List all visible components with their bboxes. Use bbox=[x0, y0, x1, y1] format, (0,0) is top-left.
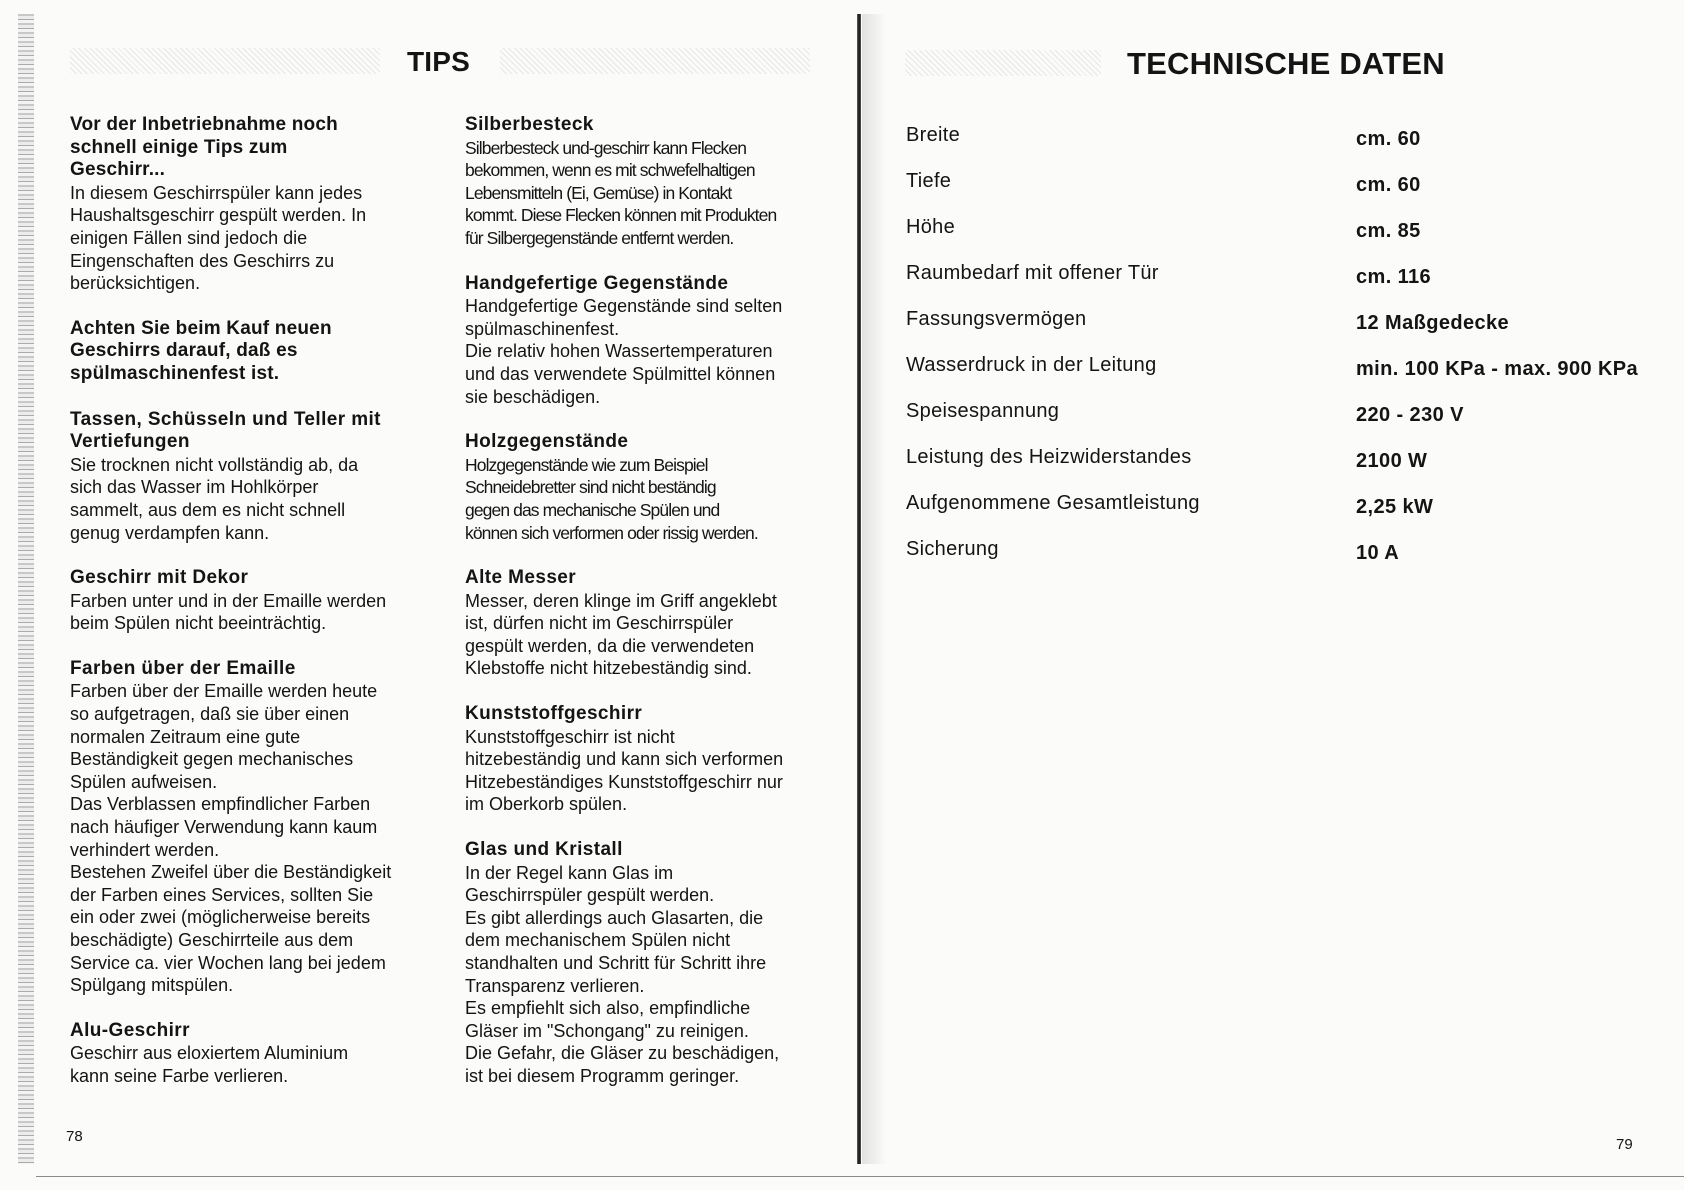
spec-label: Aufgenommene Gesamtleistung bbox=[906, 492, 1200, 514]
section-heading: Holzgegenstände bbox=[465, 431, 629, 453]
section-heading: Alu-Geschirr bbox=[70, 1019, 190, 1041]
spec-value: 2,25 kW bbox=[1356, 496, 1434, 518]
section-body: Messer, deren klinge im Griff angeklebt ist, dürfen nicht im Geschirrspüler gespült werden, da die verwendeten Klebstoffe nicht hitzebeständig sind. bbox=[465, 590, 777, 679]
bottom-edge-line bbox=[36, 1176, 1684, 1177]
section-heading: Vor der Inbetriebnahme noch schnell einige Tips zum Geschirr... bbox=[70, 114, 338, 181]
spec-label: Höhe bbox=[906, 216, 956, 238]
tip-section bbox=[465, 703, 845, 816]
spec-row bbox=[906, 538, 1666, 584]
spec-value: 220 - 230 V bbox=[1356, 404, 1464, 426]
section-heading: Kunststoffgeschirr bbox=[465, 703, 643, 725]
section-body: Handgefertige Gegenstände sind selten spülmaschinenfest. Die relativ hohen Wassertemperaturen und das verwendete Spülmittel können sie beschädigen. bbox=[465, 296, 783, 407]
spec-row bbox=[906, 124, 1666, 170]
section-body: Farben über der Emaille werden heute so aufgetragen, daß sie über einen normalen Zeitraum eine gute Beständigkeit gegen mechanisches Spülen aufweisen. Das Verblassen empfindlicher Farben nach häufiger Verwendung kann kaum verhindert werden. Bestehen Zweifel über die Beständigkeit der Farben eines Services, sollten Sie ein oder zwei (möglicherweise bereits beschädigte) Geschirrteile aus dem Service ca. vier Wochen lang bei jedem Spülgang mitspülen. bbox=[70, 681, 392, 996]
section-heading: Glas und Kristall bbox=[465, 839, 623, 861]
tip-section bbox=[70, 658, 430, 997]
spec-value: cm. 60 bbox=[1356, 128, 1421, 150]
spec-value: cm. 116 bbox=[1356, 266, 1432, 288]
section-heading: Geschirr mit Dekor bbox=[70, 567, 249, 589]
spec-label: Wasserdruck in der Leitung bbox=[906, 354, 1157, 376]
spec-label: Fassungsvermögen bbox=[906, 308, 1087, 330]
technical-data-table bbox=[906, 124, 1666, 584]
spec-row bbox=[906, 216, 1666, 262]
title-texture-tech bbox=[905, 50, 1101, 76]
section-heading: Achten Sie beim Kauf neuen Geschirrs darauf, daß es spülmaschinenfest ist. bbox=[70, 317, 332, 384]
section-body: Holzgegenstände wie zum Beispiel Schneidebretter sind nicht beständig gegen das mechanische Spülen und können sich verformen oder rissig werden. bbox=[465, 454, 758, 543]
tips-title: TIPS bbox=[407, 46, 471, 77]
tip-section bbox=[70, 114, 430, 295]
spec-row bbox=[906, 170, 1666, 216]
spec-value: 10 A bbox=[1356, 542, 1400, 564]
tip-section bbox=[465, 839, 845, 1088]
tip-section bbox=[465, 273, 845, 409]
spec-label: Breite bbox=[906, 124, 961, 146]
spine-shadow bbox=[862, 14, 886, 1164]
scan-edge-artifact bbox=[18, 14, 34, 1164]
section-body: In diesem Geschirrspüler kann jedes Haushaltsgeschirr gespült werden. In einigen Fällen sind jedoch die Eingenschaften des Geschirrs zu berücksichtigen. bbox=[70, 182, 367, 294]
spec-value: cm. 60 bbox=[1356, 174, 1421, 196]
spec-row bbox=[906, 262, 1666, 308]
book-spine bbox=[857, 14, 861, 1164]
spec-value: min. 100 KPa - max. 900 KPa bbox=[1356, 358, 1639, 380]
spec-row bbox=[906, 354, 1666, 400]
section-heading: Alte Messer bbox=[465, 567, 577, 589]
tip-section bbox=[465, 431, 845, 544]
section-body: Farben unter und in der Emaille werden beim Spülen nicht beeinträchtig. bbox=[70, 590, 387, 634]
page-number-right: 79 bbox=[1616, 1136, 1633, 1153]
spec-row bbox=[906, 308, 1666, 354]
technical-data-title: TECHNISCHE DATEN bbox=[1127, 46, 1445, 81]
spec-value: cm. 85 bbox=[1356, 220, 1421, 242]
tips-column-1 bbox=[70, 114, 430, 1111]
tip-section bbox=[70, 318, 430, 386]
section-heading: Tassen, Schüsseln und Teller mit Vertiefungen bbox=[70, 408, 381, 453]
spec-row bbox=[906, 446, 1666, 492]
section-body: Silberbesteck und-geschirr kann Flecken bekommen, wenn es mit schwefelhaltigen Lebensmitteln (Ei, Gemüse) in Kontakt kommt. Diese Flecken können mit Produkten für Silbergegenstände entfernt werden. bbox=[465, 137, 777, 248]
section-body: In der Regel kann Glas im Geschirrspüler gespült werden. Es gibt allerdings auch Glasarten, die dem mechanischem Spülen nicht standhalten und Schritt für Schritt ihre Transparenz verlieren. Es empfiehlt sich also, empfindliche Gläser im "Schongang" zu reinigen. Die Gefahr, die Gläser zu beschädigen, ist bei diesem Programm geringer. bbox=[465, 862, 780, 1086]
tip-section bbox=[465, 567, 845, 680]
section-heading: Handgefertige Gegenstände bbox=[465, 272, 729, 294]
tip-section bbox=[465, 114, 845, 250]
section-body: Kunststoffgeschirr ist nicht hitzebeständig und kann sich verformen Hitzebeständiges Kunststoffgeschirr nur im Oberkorb spülen. bbox=[465, 726, 784, 815]
tip-section bbox=[70, 409, 430, 545]
section-heading: Silberbesteck bbox=[465, 114, 594, 135]
tip-section bbox=[70, 1020, 430, 1088]
section-heading: Farben über der Emaille bbox=[70, 657, 296, 679]
spec-label: Sicherung bbox=[906, 538, 999, 560]
spec-row bbox=[906, 400, 1666, 446]
section-body: Sie trocknen nicht vollständig ab, da sich das Wasser im Hohlkörper sammelt, aus dem es nicht schnell genug verdampfen kann. bbox=[70, 454, 359, 543]
tips-column-2 bbox=[465, 114, 845, 1111]
section-body: Geschirr aus eloxiertem Aluminium kann seine Farbe verlieren. bbox=[70, 1043, 349, 1086]
title-texture-left bbox=[70, 48, 380, 74]
spec-row bbox=[906, 492, 1666, 538]
tip-section bbox=[70, 567, 430, 635]
spec-label: Speisespannung bbox=[906, 400, 1060, 422]
spec-label: Raumbedarf mit offener Tür bbox=[906, 262, 1159, 284]
spec-value: 12 Maßgedecke bbox=[1356, 312, 1510, 334]
spec-label: Leistung des Heizwiderstandes bbox=[906, 446, 1192, 468]
spec-value: 2100 W bbox=[1356, 450, 1428, 472]
title-texture-right bbox=[500, 48, 810, 74]
spec-label: Tiefe bbox=[906, 170, 952, 192]
page-number-left: 78 bbox=[66, 1128, 83, 1145]
